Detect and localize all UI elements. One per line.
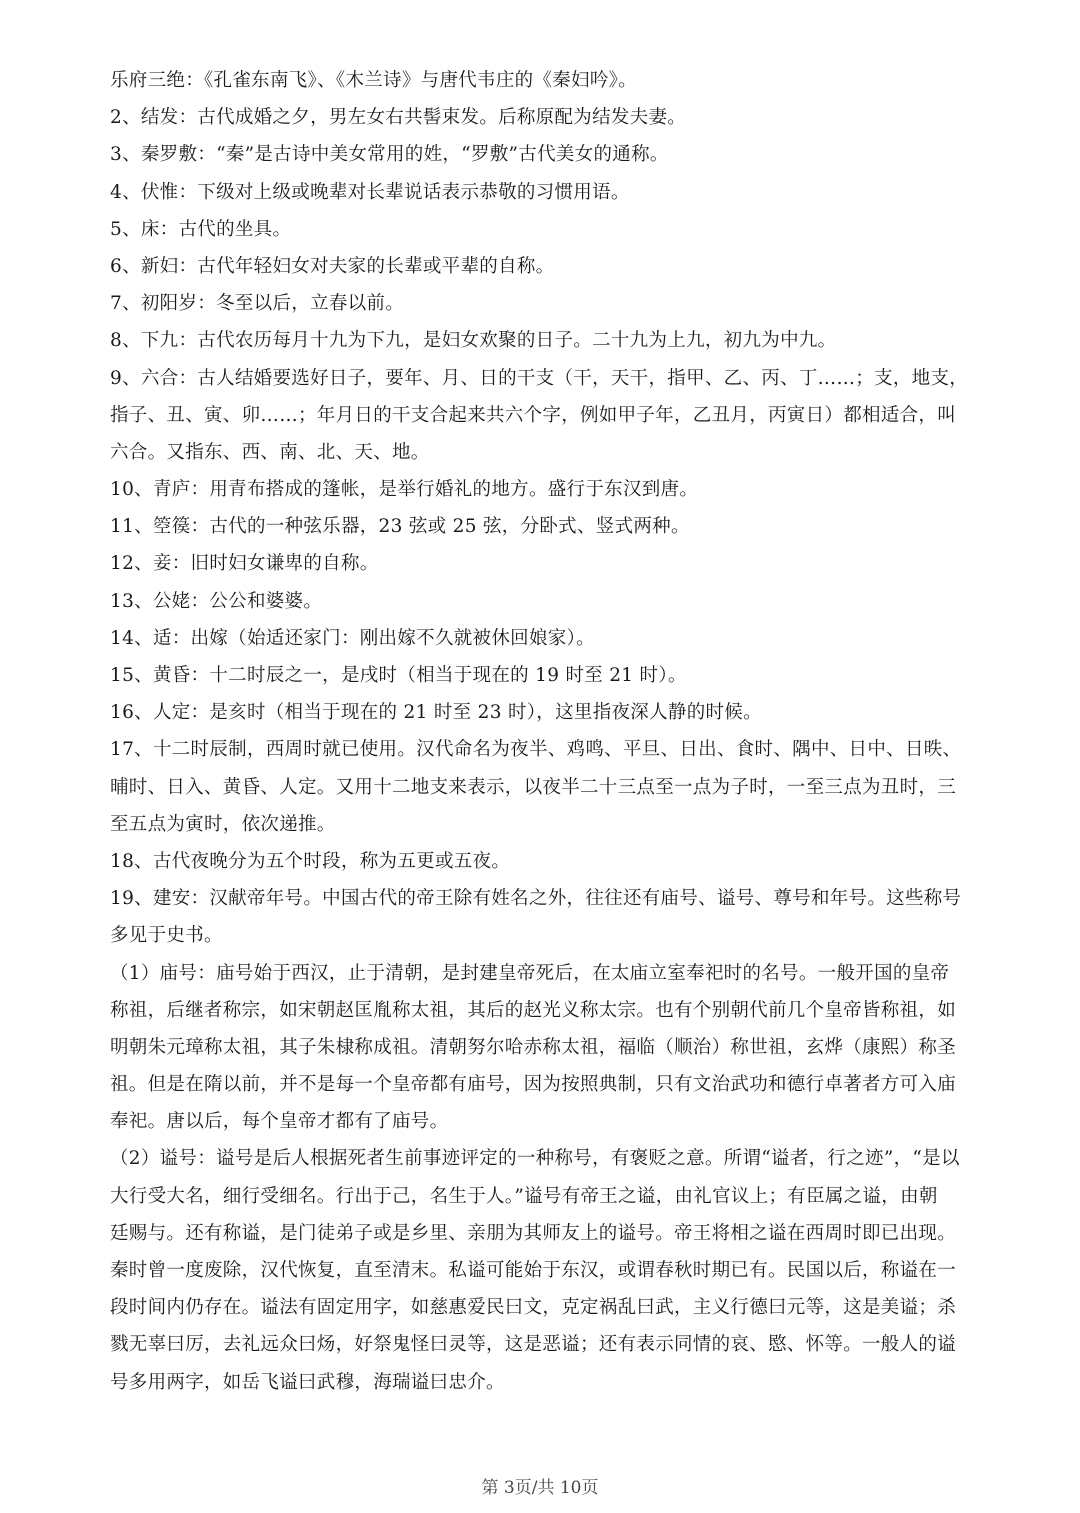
text-line: 9、六合：古人结婚要选好日子，要年、月、日的干支（干，天干，指甲、乙、丙、丁……；支，地支，	[110, 367, 969, 389]
text-line: 戮无辜曰厉，去礼远众曰炀，好祭鬼怪曰灵等，这是恶谥；还有表示同情的哀、愍、怀等。一般人的谥	[110, 1334, 957, 1356]
text-line: 8、下九：古代农历每月十九为下九，是妇女欢聚的日子。二十九为上九，初九为中九。	[110, 330, 837, 352]
text-line: 多见于史书。	[110, 925, 223, 947]
text-line: 号多用两字，如岳飞谥曰武穆，海瑞谥曰忠介。	[110, 1371, 505, 1393]
text-line: （2）谥号：谥号是后人根据死者生前事迹评定的一种称号，有褒贬之意。所谓“谥者，行之迹”，“是以	[110, 1148, 960, 1170]
text-line: 13、公姥：公公和婆婆。	[110, 590, 323, 612]
text-line: 段时间内仍存在。谥法有固定用字，如慈惠爱民曰文，克定祸乱曰武，主义行德曰元等，这是美谥；杀	[110, 1297, 957, 1319]
text-line: 18、古代夜晚分为五个时段，称为五更或五夜。	[110, 850, 511, 872]
text-line: （1）庙号：庙号始于西汉，止于清朝，是封建皇帝死后，在太庙立室奉祀时的名号。一般开国的皇帝	[110, 962, 950, 984]
text-line: 12、妾：旧时妇女谦卑的自称。	[110, 553, 379, 575]
text-line: 7、初阳岁：冬至以后，立春以前。	[110, 293, 405, 315]
text-line: 秦时曾一度废除，汉代恢复，直至清末。私谥可能始于东汉，或谓春秋时期已有。民国以后，称谥在一	[110, 1260, 957, 1281]
text-line: 10、青庐：用青布搭成的篷帐，是举行婚礼的地方。盛行于东汉到唐。	[110, 479, 699, 501]
text-line: 称祖，后继者称宗，如宋朝赵匡胤称太祖，其后的赵光义称太宗。也有个别朝代前几个皇帝皆称祖，如	[110, 999, 957, 1021]
text-line: 明朝朱元璋称太祖，其子朱棣称成祖。清朝努尔哈赤称太祖，福临（顺治）称世祖，玄烨（康熙）称圣	[110, 1036, 957, 1058]
text-line: 15、黄昏：十二时辰之一，是戌时（相当于现在的 19 时至 21 时）。	[110, 665, 687, 686]
page-footer: 第 3页/共 10页	[481, 1478, 599, 1498]
text-line: 祖。但是在隋以前，并不是每一个皇帝都有庙号，因为按照典制，只有文治武功和德行卓著者方可入庙	[110, 1074, 957, 1096]
text-line: 大行受大名，细行受细名。行出于己，名生于人。”谥号有帝王之谥，由礼官议上；有臣属之谥，由朝	[110, 1185, 938, 1207]
text-line: 乐府三绝：《孔雀东南飞》、《木兰诗》与唐代韦庄的《秦妇吟》。	[110, 70, 638, 91]
text-line: 3、秦罗敷：“秦”是古诗中美女常用的姓，“罗敷”古代美女的通称。	[110, 144, 669, 166]
text-line: 2、结发：古代成婚之夕，男左女右共髻束发。后称原配为结发夫妻。	[110, 107, 687, 129]
text-line: 六合。又指东、西、南、北、天、地。	[110, 441, 430, 463]
text-line: 19、建安：汉献帝年号。中国古代的帝王除有姓名之外，往往还有庙号、谥号、尊号和年号。这些称号	[110, 888, 962, 910]
text-line: 6、新妇：古代年轻妇女对夫家的长辈或平辈的自称。	[110, 255, 555, 277]
text-line: 4、伏惟：下级对上级或晚辈对长辈说话表示恭敬的习惯用语。	[110, 181, 630, 203]
text-line: 指子、丑、寅、卯……；年月日的干支合起来共六个字，例如甲子年，乙丑月，丙寅日）都相适合，叫	[110, 404, 957, 426]
text-line: 16、人定：是亥时（相当于现在的 21 时至 23 时），这里指夜深人静的时候。	[110, 702, 762, 724]
text-line: 5、床：古代的坐具。	[110, 218, 292, 240]
text-line: 廷赐与。还有称谥，是门徒弟子或是乡里、亲朋为其师友上的谥号。帝王将相之谥在西周时即已出现。	[110, 1222, 957, 1244]
text-line: 至五点为寅时，依次递推。	[110, 813, 336, 835]
document-body	[110, 62, 970, 1401]
text-line: 奉祀。唐以后，每个皇帝才都有了庙号。	[110, 1111, 449, 1133]
text-line: 17、十二时辰制，西周时就已使用。汉代命名为夜半、鸡鸣、平旦、日出、食时、隅中、日中、日昳、	[110, 739, 962, 761]
text-line: 14、适：出嫁（始适还家门：刚出嫁不久就被休回娘家）。	[110, 627, 595, 649]
text-line: 11、箜篌：古代的一种弦乐器，23 弦或 25 弦，分卧式、竖式两种。	[110, 516, 690, 538]
text-line: 晡时、日入、黄昏、人定。又用十二地支来表示，以夜半二十三点至一点为子时，一至三点为丑时，三	[110, 776, 957, 798]
